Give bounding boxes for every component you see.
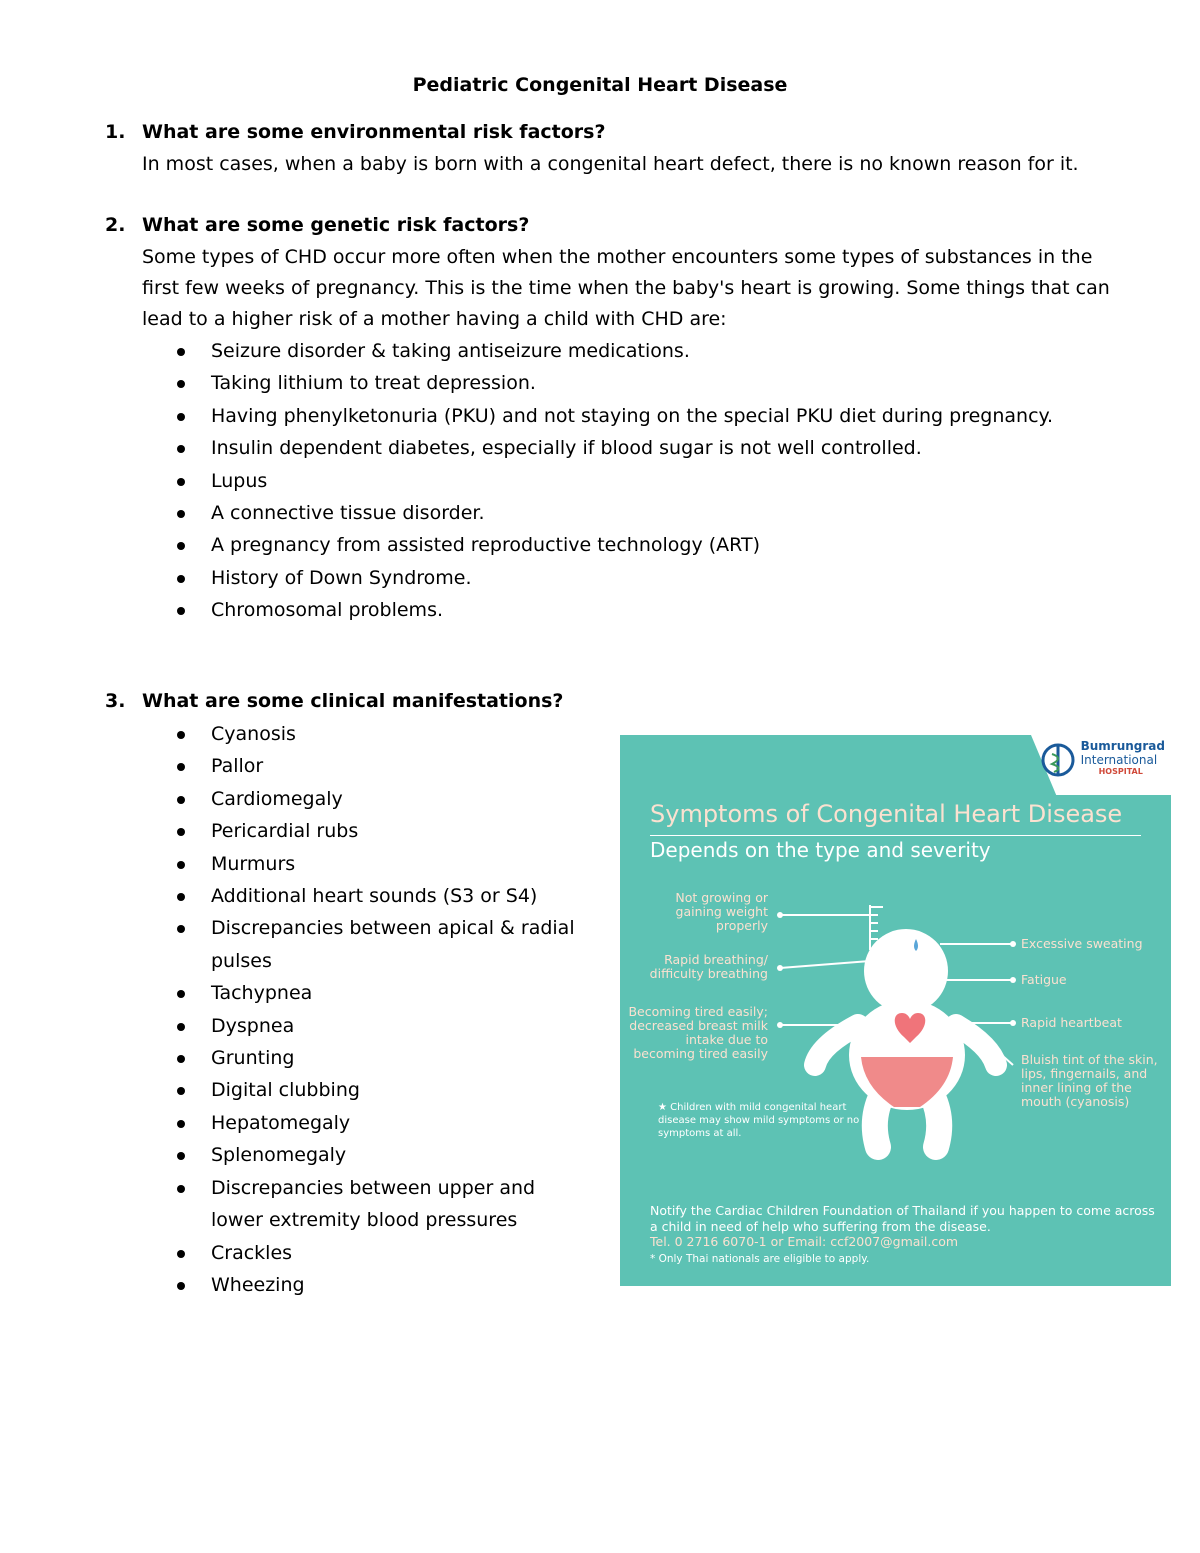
list-item: Additional heart sounds (S3 or S4) <box>177 880 577 912</box>
infographic-title: Symptoms of Congenital Heart Disease <box>650 800 1123 828</box>
question-number: 1. <box>105 121 126 143</box>
list-item: Cardiomegaly <box>177 783 577 815</box>
infographic-note: ★ Children with mild congenital heart disease may show mild symptoms or no symptoms at all. <box>658 1102 860 1139</box>
logo-hospital: HOSPITAL <box>1098 767 1143 776</box>
question-number: 2. <box>105 214 126 236</box>
list-item: Discrepancies between upper and lower extremity blood pressures <box>177 1172 577 1237</box>
list-item: Pericardial rubs <box>177 815 577 847</box>
label-tired: Becoming tired easily; decreased breast milk intake due to becoming tired easily <box>628 1004 768 1061</box>
list-item: Tachypnea <box>177 977 577 1009</box>
page-title: Pediatric Congenital Heart Disease <box>412 74 788 96</box>
question-text: What are some environmental risk factors? <box>142 121 606 143</box>
list-item: Crackles <box>177 1237 577 1269</box>
answer-text: Some types of CHD occur more often when the mother encounters some types of substances in the first few weeks of pregnancy. This is the time when the baby's heart is growing. Some things that can lead to a higher risk of a mother having a child with CHD are: <box>142 246 1110 330</box>
list-item: Insulin dependent diabetes, especially if blood sugar is not well controlled. <box>177 432 1053 464</box>
label-heartbeat: Rapid heartbeat <box>1021 1015 1122 1030</box>
list-item: Pallor <box>177 750 577 782</box>
footer-eligibility: * Only Thai nationals are eligible to apply. <box>650 1253 870 1265</box>
footer-text: Notify the Cardiac Children Foundation of Thailand if you happen to come across a child in need of help who suffering from the disease. <box>650 1203 1155 1234</box>
label-growing: Not growing or gaining weight properly <box>675 890 768 933</box>
footer-contact: Tel. 0 2716 6070-1 or Email: ccf2007@gmail.com <box>650 1234 959 1249</box>
answer-text: In most cases, when a baby is born with a congenital heart defect, there is no known reason for it. <box>142 153 1079 175</box>
infographic-subtitle: Depends on the type and severity <box>650 838 991 862</box>
label-breathing: Rapid breathing/ difficulty breathing <box>649 952 768 981</box>
question-number: 3. <box>105 690 126 712</box>
symptoms-infographic <box>620 735 1171 1286</box>
list-item: History of Down Syndrome. <box>177 562 1053 594</box>
list-item: Splenomegaly <box>177 1139 577 1171</box>
list-item: Taking lithium to treat depression. <box>177 367 1053 399</box>
list-item: Grunting <box>177 1042 577 1074</box>
list-item: Dyspnea <box>177 1010 577 1042</box>
list-item: Seizure disorder & taking antiseizure medications. <box>177 335 1053 367</box>
list-item: Chromosomal problems. <box>177 594 1053 626</box>
list-item: A connective tissue disorder. <box>177 497 1053 529</box>
list-item: Lupus <box>177 465 1053 497</box>
list-item: Wheezing <box>177 1269 577 1301</box>
label-sweating: Excessive sweating <box>1021 936 1143 951</box>
logo-name: Bumrungrad <box>1080 739 1165 753</box>
logo-subname: International <box>1080 753 1158 767</box>
infographic-footer <box>650 1203 1160 1250</box>
list-item: Cyanosis <box>177 718 577 750</box>
question-text: What are some genetic risk factors? <box>142 214 530 236</box>
genetic-risk-list <box>177 335 1053 627</box>
list-item: Hepatomegaly <box>177 1107 577 1139</box>
label-fatigue: Fatigue <box>1021 972 1067 987</box>
question-text: What are some clinical manifestations? <box>142 690 564 712</box>
list-item: A pregnancy from assisted reproductive technology (ART) <box>177 529 1053 561</box>
list-item: Having phenylketonuria (PKU) and not staying on the special PKU diet during pregnancy. <box>177 400 1053 432</box>
list-item: Discrepancies between apical & radial pulses <box>177 912 577 977</box>
clinical-manifestations-list <box>177 718 577 1301</box>
list-item: Murmurs <box>177 848 577 880</box>
list-item: Digital clubbing <box>177 1074 577 1106</box>
label-bluish: Bluish tint of the skin, lips, fingernails, and inner lining of the mouth (cyanosis) <box>1021 1052 1158 1109</box>
